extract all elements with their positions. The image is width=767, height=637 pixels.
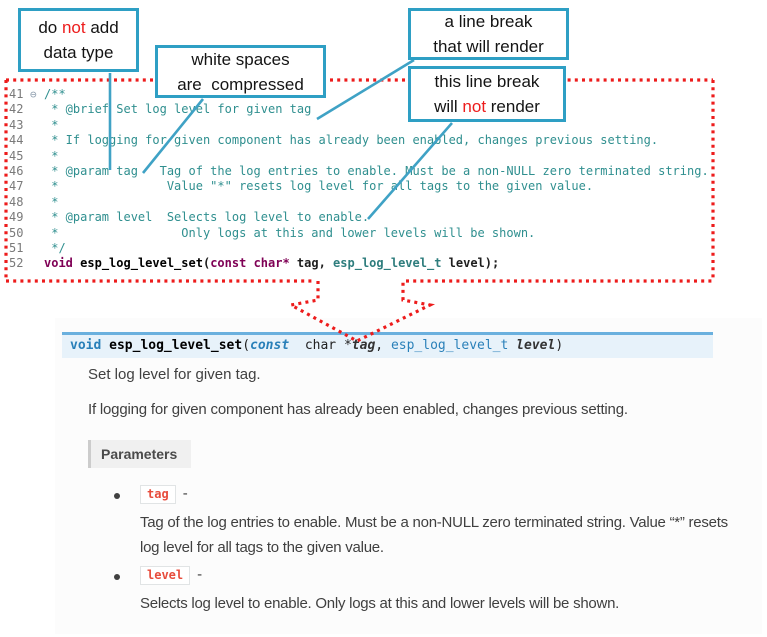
detailed-description: If logging for given component has already been enabled, changes previous setting. <box>88 401 628 418</box>
parameter-separator: - <box>182 485 188 502</box>
callout-line-break-not-renders <box>408 66 566 122</box>
signature-token: * <box>343 338 352 353</box>
parameter-item <box>140 566 760 616</box>
parameter-description: Tag of the log entries to enable. Must be a non-NULL zero terminated string. Value “*” resets log level for all tags to the given value. <box>140 514 728 556</box>
line-number: 48 <box>9 194 24 209</box>
callout-text: this line break <box>434 72 540 91</box>
callout-text: white spaces <box>191 49 290 69</box>
line-number: 41 <box>9 87 24 101</box>
signature-token: level <box>516 338 556 353</box>
code-line: 48 * <box>6 195 713 210</box>
function-signature-bar <box>62 332 713 358</box>
line-number: 42 <box>9 102 24 117</box>
signature-token: tag <box>351 338 376 353</box>
code-editor[interactable] <box>6 80 713 279</box>
signature-token: esp_log_level_set <box>109 338 243 353</box>
signature-token: const <box>250 338 290 353</box>
code-lines <box>6 87 713 272</box>
code-line: 47 * Value "*" resets log level for all tags to the given value. <box>6 179 713 194</box>
callout-text: a line break <box>444 12 533 31</box>
parameter-name-chip: level <box>140 566 190 585</box>
line-number: 49 <box>9 210 24 225</box>
line-number: 44 <box>9 133 24 148</box>
brief-description: Set log level for given tag. <box>88 366 261 383</box>
fold-icon[interactable]: ⊖ <box>30 88 37 101</box>
parameter-description: Selects log level to enable. Only logs at this and lower levels will be shown. <box>140 595 620 612</box>
code-line: 52 void esp_log_level_set(const char* tag, esp_log_level_t level); <box>6 256 713 271</box>
callout-text: that will render <box>433 37 544 56</box>
line-number: 46 <box>9 163 24 178</box>
callout-whitespace-compressed <box>155 45 326 98</box>
callout-text: data type <box>43 43 114 62</box>
code-line: 44 * If logging for given component has already been enabled, changes previous setting. <box>6 133 713 148</box>
callout-text: will not render <box>434 97 540 116</box>
signature-token: void <box>70 338 110 353</box>
code-line: 50 * Only logs at this and lower levels will be shown. <box>6 226 713 241</box>
signature-token: , <box>375 338 391 353</box>
callout-text: do not add <box>38 18 119 37</box>
parameter-item <box>140 485 760 560</box>
line-number: 52 <box>9 256 24 271</box>
rendered-doc-panel <box>55 318 762 634</box>
parameters-heading: Parameters <box>88 440 191 468</box>
line-number: 50 <box>9 225 24 240</box>
code-line: 43 * <box>6 118 713 133</box>
callout-no-data-type <box>18 8 139 72</box>
code-line: 45 * <box>6 149 713 164</box>
parameter-name-chip: tag <box>140 485 176 504</box>
line-number: 51 <box>9 240 24 255</box>
signature-token: ( <box>242 338 251 353</box>
signature-token <box>508 338 516 353</box>
code-line: 41 ⊖ /** <box>6 87 713 102</box>
signature-token: ) <box>555 338 564 353</box>
code-line: 46 * @param tag Tag of the log entries to enable. Must be a non-NULL zero terminated string. <box>6 164 713 179</box>
signature-token: char <box>289 338 344 353</box>
callout-line-break-renders <box>408 8 569 60</box>
line-number: 43 <box>9 117 24 132</box>
code-line: 42 * @brief Set log level for given tag <box>6 102 713 117</box>
code-line: 51 */ <box>6 241 713 256</box>
code-line: 49 * @param level Selects log level to enable. <box>6 210 713 225</box>
parameter-separator: - <box>197 566 203 583</box>
line-number: 45 <box>9 148 24 163</box>
parameter-list <box>140 485 760 622</box>
type-link[interactable]: esp_log_level_t <box>390 338 509 353</box>
callout-text: are compressed <box>177 74 304 94</box>
line-number: 47 <box>9 179 24 194</box>
